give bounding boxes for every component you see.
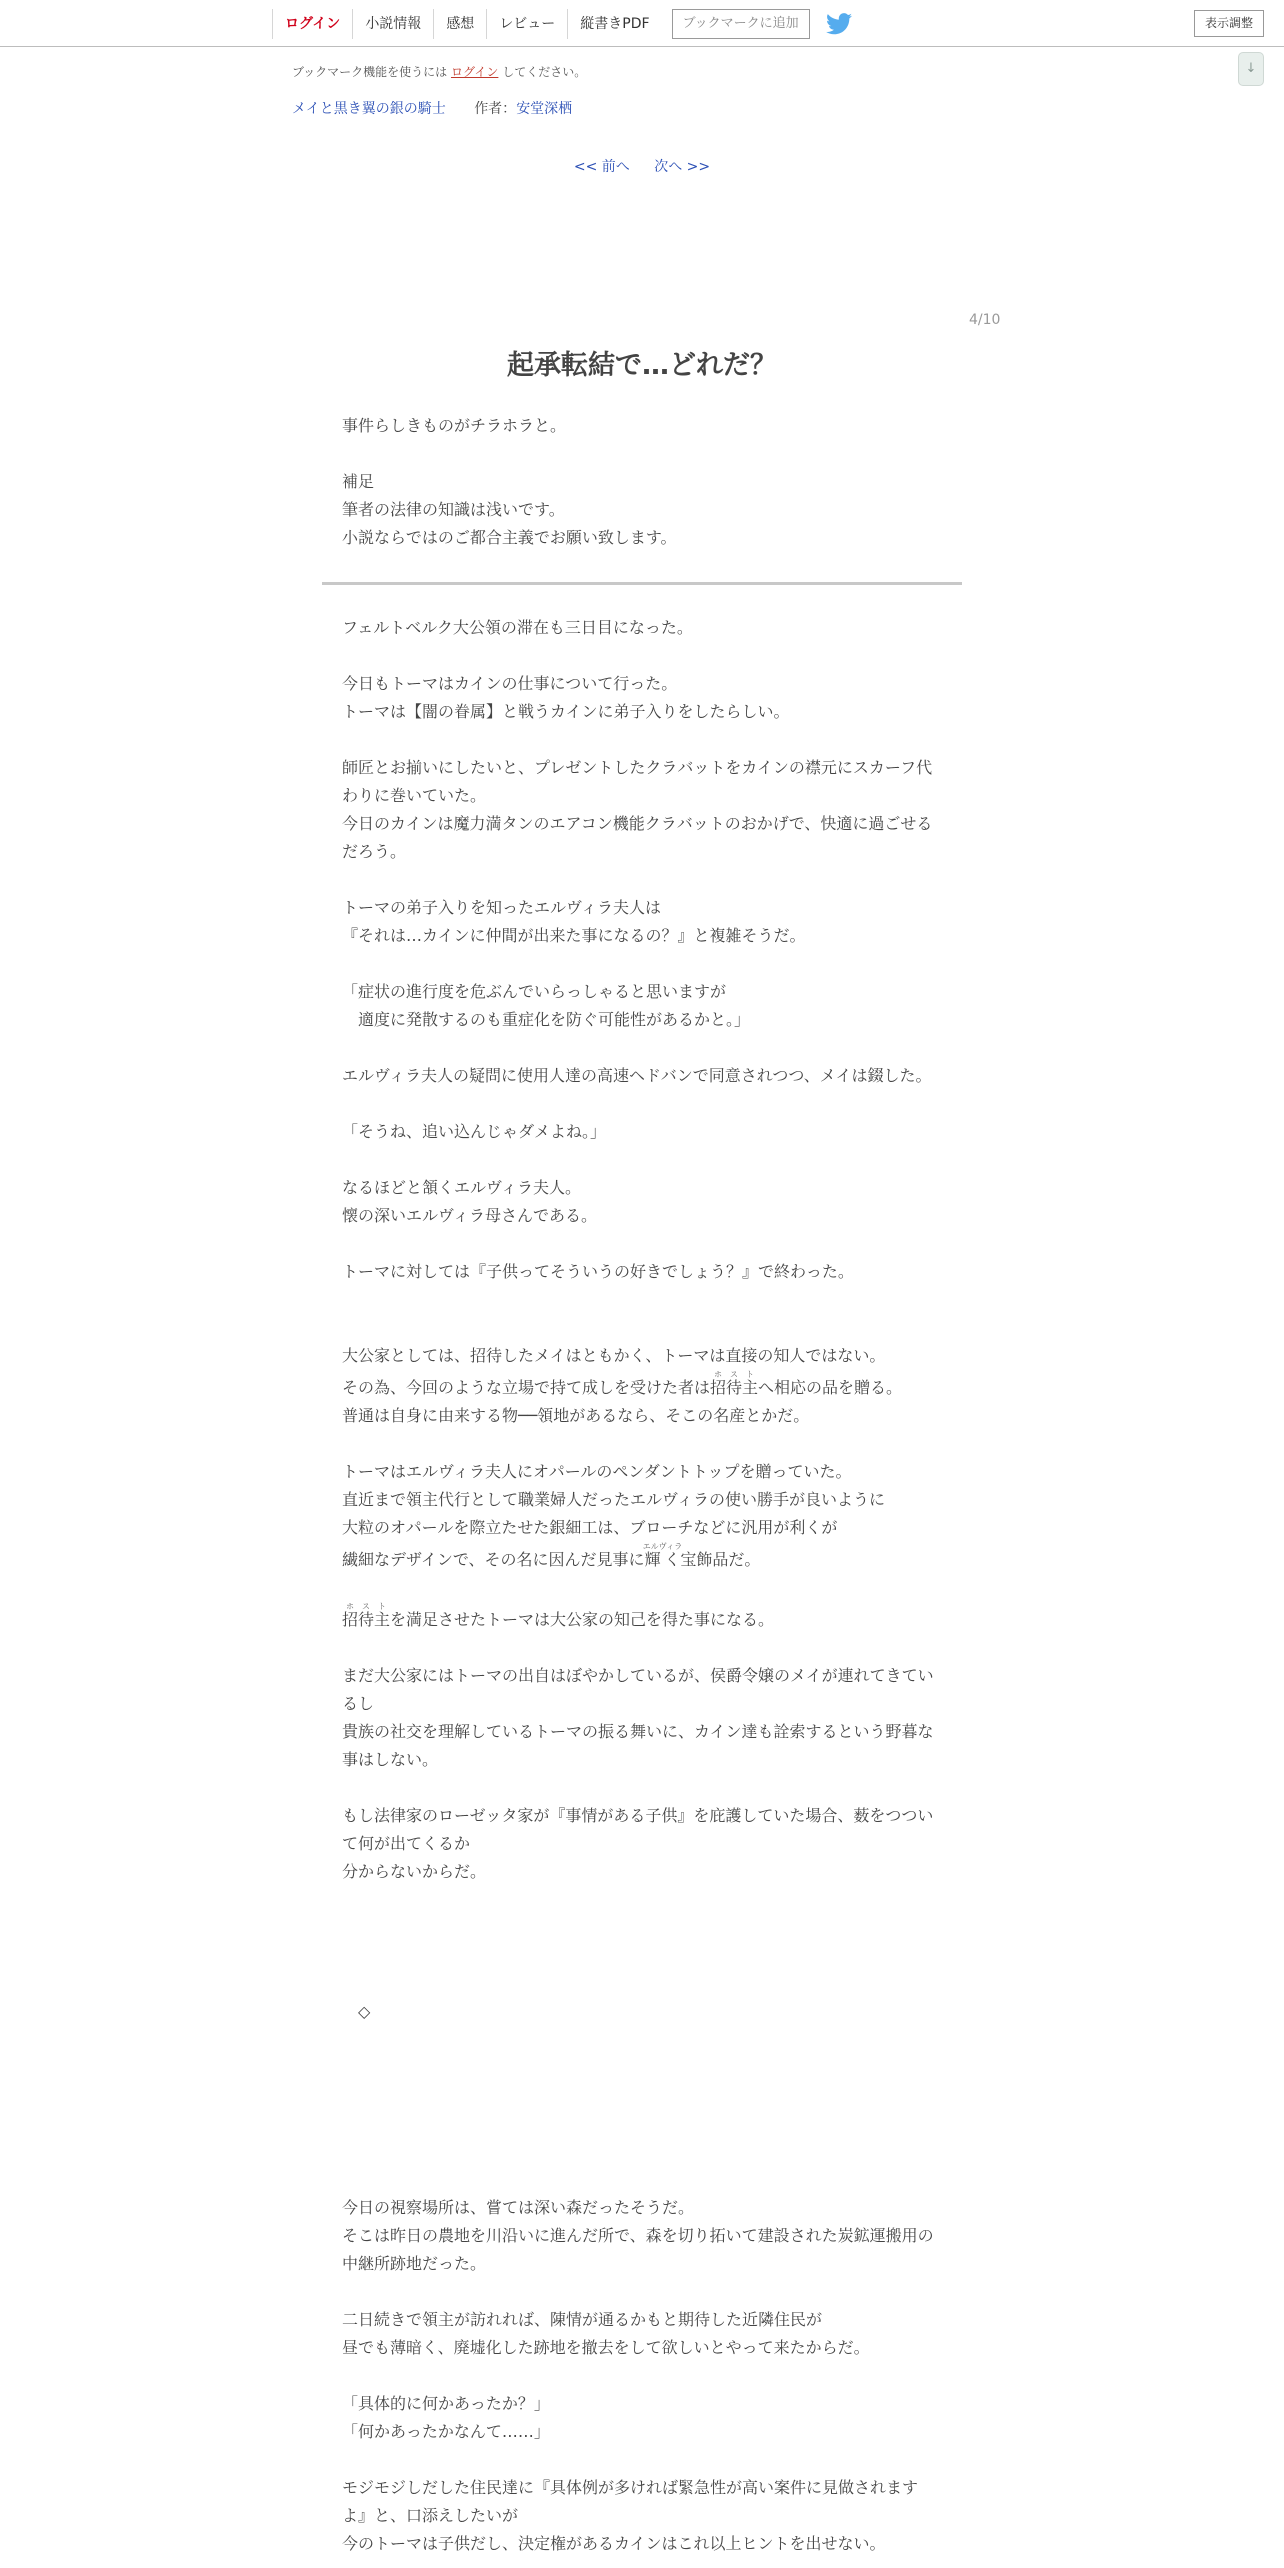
blank-line	[342, 1634, 942, 1662]
body-line	[342, 1602, 942, 1634]
blank-line	[342, 1574, 942, 1602]
preface-line	[342, 440, 942, 468]
nav-vertical-pdf[interactable]: 縦書きPDF	[567, 9, 661, 39]
main-nav	[272, 0, 852, 47]
body-line: なるほどと頷くエルヴィラ夫人。	[342, 1178, 582, 1197]
nav-impressions[interactable]: 感想	[433, 9, 486, 39]
body-line: 今日のカインは魔力満タンのエアコン機能クラバットのおかげで、快適に過ごせる	[342, 814, 933, 833]
prev-chapter-link[interactable]: << 前へ	[573, 159, 630, 175]
body-line: 大公家としては、招待したメイはともかく、トーマは直接の知人ではない。	[342, 1346, 886, 1365]
preface-line: 補足	[342, 472, 375, 491]
chapter-body	[342, 614, 942, 2558]
preface-line: 小説ならではのご都合主義でお願い致します。	[342, 528, 677, 547]
add-bookmark-button[interactable]: ブックマークに追加	[672, 9, 810, 39]
ruby-reading: ホスト	[710, 1370, 759, 1379]
blank-line	[342, 950, 942, 978]
body-line	[342, 1370, 942, 1402]
blank-line	[342, 1286, 942, 1342]
body-line: モジモジしだした住民達に『具体例が多ければ緊急性が高い案件に見做されます	[342, 2478, 919, 2497]
bookmark-login-note	[292, 63, 586, 80]
body-text-segment: を満足させたトーマは大公家の知己を得た事になる。	[390, 1610, 775, 1629]
body-line: 「症状の進行度を危ぶんでいらっしゃると思いますが	[342, 982, 727, 1001]
ruby-host	[710, 1370, 759, 1397]
body-line: フェルトベルク大公領の滞在も三日目になった。	[342, 618, 693, 637]
body-line: トーマはエルヴィラ夫人にオパールのペンダントトップを贈っていた。	[342, 1462, 852, 1481]
body-line: エルヴィラ夫人の疑問に使用人達の高速ヘドバンで同意されつつ、メイは錣した。	[342, 1066, 932, 1085]
body-line: トーマに対しては『子供ってそういうの好きでしょう？』で終わった。	[342, 1262, 854, 1281]
blank-line	[342, 1230, 942, 1258]
body-text-segment: 宝飾品だ。	[680, 1550, 761, 1569]
body-text-segment: その為、今回のような立場で持て成しを受けた者は	[342, 1378, 711, 1397]
preface-line: 筆者の法律の知識は浅いです。	[342, 500, 565, 519]
blank-line	[342, 1090, 942, 1118]
ruby-reading: ホスト	[342, 1602, 391, 1611]
blank-line	[342, 1034, 942, 1062]
body-line: 二日続きで領主が訪れれば、陳情が通るかもと期待した近隣住民が	[342, 2310, 823, 2329]
blank-line	[342, 642, 942, 670]
body-line: 「具体的に何かあったか？」	[342, 2394, 550, 2413]
body-text-segment: へ相応の品を贈る。	[758, 1378, 903, 1397]
blank-line	[342, 2362, 942, 2390]
body-line: そこは昨日の農地を川沿いに進んだ所で、森を切り拓いて建設された炭鉱運搬用の	[342, 2226, 934, 2245]
body-line: もし法律家のローゼッタ家が『事情がある子供』を庇護していた場合、薮をつつい	[342, 1806, 934, 1825]
ruby-base: 招待主	[710, 1378, 759, 1397]
body-line: 直近まで領主代行として職業婦人だったエルヴィラの使い勝手が良いように	[342, 1490, 886, 1509]
body-line: 今のトーマは子供だし、決定権があるカインはこれ以上ヒントを出せない。	[342, 2534, 886, 2553]
next-chapter-link[interactable]: 次へ >>	[654, 159, 711, 175]
chapter-preface	[342, 412, 942, 552]
body-line: るし	[342, 1694, 375, 1713]
blank-line	[342, 1774, 942, 1802]
chapter-title: 起承転結で…どれだ？	[507, 350, 777, 381]
nav-login[interactable]: ログイン	[272, 9, 352, 39]
display-settings-button[interactable]: 表示調整	[1194, 10, 1264, 37]
ruby-reading: エルヴィラ	[642, 1542, 683, 1551]
ruby-host	[342, 1602, 391, 1629]
scene-break-diamond: ◇	[358, 2002, 371, 2021]
ruby-elvira	[642, 1542, 683, 1569]
body-line: 今日もトーマはカインの仕事について行った。	[342, 674, 678, 693]
blank-line	[342, 2446, 942, 2474]
novel-title-link[interactable]: メイと黒き翼の銀の騎士	[292, 101, 446, 117]
page-count: 4/10	[969, 312, 1001, 328]
twitter-icon[interactable]	[826, 13, 852, 35]
preface-divider	[322, 582, 962, 585]
body-line: 分からないからだ。	[342, 1862, 487, 1881]
body-line: まだ大公家にはトーマの出自はぼやかしているが、侯爵令嬢のメイが連れてきてい	[342, 1666, 934, 1685]
body-line: 中継所跡地だった。	[342, 2254, 487, 2273]
author-label: 作者：	[474, 101, 517, 117]
novel-header	[292, 98, 572, 118]
body-line: て何が出てくるか	[342, 1834, 471, 1853]
blank-line	[342, 1430, 942, 1458]
body-line: 事はしない。	[342, 1750, 439, 1769]
blank-line	[342, 2138, 942, 2194]
body-line	[342, 1542, 942, 1574]
nav-novel-info[interactable]: 小説情報	[352, 9, 433, 39]
body-text-segment: 繊細なデザインで、その名に因んだ見事に	[342, 1550, 645, 1569]
body-line: トーマは【闇の眷属】と戦うカインに弟子入りをしたらしい。	[342, 702, 790, 721]
nav-review[interactable]: レビュー	[486, 9, 567, 39]
top-navigation-bar	[0, 0, 1284, 47]
author-link[interactable]: 安堂深栖	[516, 101, 573, 117]
body-line: 適度に発散するのも重症化を防ぐ可能性があるかと。」	[342, 1010, 751, 1029]
blank-line	[342, 2278, 942, 2306]
body-line: 昼でも薄暗く、廃墟化した跡地を撤去をして欲しいとやって来たからだ。	[342, 2338, 870, 2357]
body-line: 師匠とお揃いにしたいと、プレゼントしたクラバットをカインの襟元にスカーフ代	[342, 758, 933, 777]
body-line: 「何かあったかなんて……」	[342, 2422, 550, 2441]
blank-line	[342, 1146, 942, 1174]
bookmark-note-text: ブックマーク機能を使うには	[292, 65, 451, 79]
scroll-down-button[interactable]: ↓	[1238, 52, 1264, 86]
bookmark-note-text-end: してください。	[498, 65, 587, 79]
body-line: 普通は自身に由来する物──領地があるなら、そこの名産とかだ。	[342, 1406, 810, 1425]
body-line: 今日の視察場所は、嘗ては深い森だったそうだ。	[342, 2198, 695, 2217]
body-line: 懐の深いエルヴィラ母さんである。	[342, 1206, 598, 1225]
body-line: よ』と、口添えしたいが	[342, 2506, 519, 2525]
blank-line	[342, 866, 942, 894]
body-line: 貴族の社交を理解しているトーマの振る舞いに、カイン達も詮索するという野暮な	[342, 1722, 934, 1741]
body-line: トーマの弟子入りを知ったエルヴィラ夫人は	[342, 898, 662, 917]
blank-line	[342, 1886, 942, 1998]
blank-line	[342, 726, 942, 754]
preface-line: 事件らしきものがチラホラと。	[342, 416, 567, 435]
chapter-pager	[0, 156, 1284, 176]
body-line: 「そうね、追い込んじゃダメよね。」	[342, 1122, 607, 1141]
blank-line	[342, 2026, 942, 2138]
body-line: わりに巻いていた。	[342, 786, 487, 805]
body-line: 大粒のオパールを際立たせた銀細工は、ブローチなどに汎用が利くが	[342, 1518, 838, 1537]
ruby-base: 輝く	[642, 1550, 683, 1569]
body-line: だろう。	[342, 842, 407, 861]
body-line: 『それは…カインに仲間が出来た事になるの？』と複雑そうだ。	[342, 926, 806, 945]
bookmark-login-link[interactable]: ログイン	[450, 65, 499, 79]
ruby-base: 招待主	[342, 1610, 391, 1629]
